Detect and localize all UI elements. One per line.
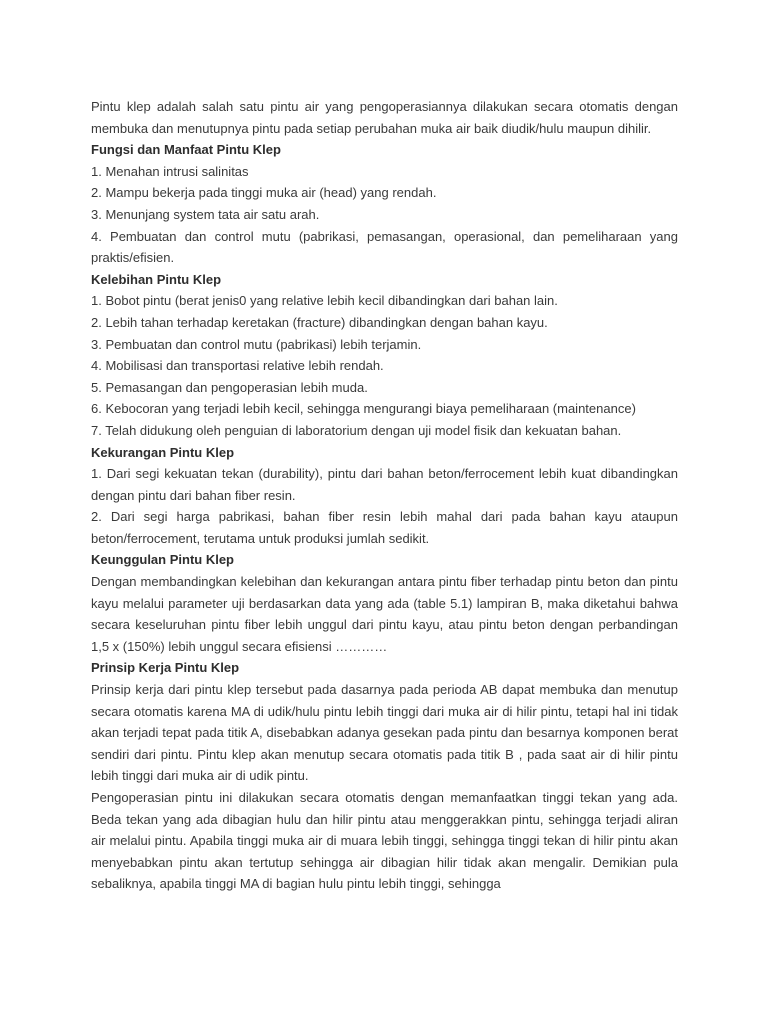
list-item: 4. Mobilisasi dan transportasi relative lebih rendah. <box>91 358 384 374</box>
prinsip-paragraph-2: Pengoperasian pintu ini dilakukan secara otomatis dengan memanfaatkan tinggi tekan yang ada. Beda tekan yang ada dibagian hulu dan hilir pintu atau menggerakkan pintu, sehingga terjadi aliran air melalui pintu. Apabila tinggi muka air di muara lebih tinggi, sehingga tinggi tekan di hilir pintu akan menyebabkan pintu akan tertutup sehingga air dibagian hilir tidak akan mengalir. Demikian pula sebaliknya, apabila tinggi MA di bagian hulu pintu lebih tinggi, sehingga <box>91 790 678 892</box>
heading-kelebihan: Kelebihan Pintu Klep <box>91 271 222 287</box>
list-item: 2. Lebih tahan terhadap keretakan (fracture) dibandingkan dengan bahan kayu. <box>91 314 548 330</box>
heading-prinsip: Prinsip Kerja Pintu Klep <box>91 660 240 676</box>
prinsip-paragraph-1: Prinsip kerja dari pintu klep tersebut pada dasarnya pada perioda AB dapat membuka dan menutup secara otomatis karena MA di udik/hulu pintu lebih tinggi dari muka air di hilir pintu, tetapi hal ini tidak akan terjadi tepat pada titik A, disebabkan adanya gesekan pada pintu dan besarnya komponen berat sendiri dari pintu. Pintu klep akan menutup secara otomatis pada titik B , pada saat air di hilir pintu lebih tinggi dari muka air di udik pintu. <box>91 682 678 784</box>
heading-fungsi: Fungsi dan Manfaat Pintu Klep <box>91 142 281 158</box>
list-item: 4. Pembuatan dan control mutu (pabrikasi, pemasangan, operasional, dan pemeliharaan yang praktis/efisien. <box>91 228 678 266</box>
list-item: 2. Mampu bekerja pada tinggi muka air (head) yang rendah. <box>91 185 437 201</box>
list-item: 1. Bobot pintu (berat jenis0 yang relative lebih kecil dibandingkan dari bahan lain. <box>91 293 558 309</box>
list-item: 1. Dari segi kekuatan tekan (durability), pintu dari bahan beton/ferrocement lebih kuat dibandingkan dengan pintu dari bahan fiber resin. <box>91 466 678 503</box>
list-item: 5. Pemasangan dan pengoperasian lebih muda. <box>91 379 368 395</box>
keunggulan-paragraph: Dengan membandingkan kelebihan dan kekurangan antara pintu fiber terhadap pintu beton dan pintu kayu melalui parameter uji berdasarkan data yang ada (table 5.1) lampiran B, maka diketahui bahwa secara keseluruhan pintu fiber lebih unggul dari pintu kayu, atau pintu beton dengan perbandingan 1,5 x (150%) lebih unggul secara efisiensi ………… <box>91 574 678 654</box>
intro-paragraph: Pintu klep adalah salah satu pintu air yang pengoperasiannya dilakukan secara otomatis dengan membuka dan menutupnya pintu pada setiap perubahan muka air baik diudik/hulu maupun dihilir. <box>91 99 678 136</box>
heading-keunggulan: Keunggulan Pintu Klep <box>91 552 234 568</box>
list-item: 7. Telah didukung oleh penguian di laboratorium dengan uji model fisik dan kekuatan bahan. <box>91 422 622 438</box>
list-item: 3. Pembuatan dan control mutu (pabrikasi) lebih terjamin. <box>91 336 422 352</box>
list-item: 3. Menunjang system tata air satu arah. <box>91 206 320 222</box>
list-item: 1. Menahan intrusi salinitas <box>91 163 249 179</box>
list-item: 2. Dari segi harga pabrikasi, bahan fiber resin lebih mahal dari pada bahan kayu ataupun beton/ferrocement, terutama untuk produksi jumlah sedikit. <box>91 509 678 546</box>
heading-kekurangan: Kekurangan Pintu Klep <box>91 444 235 460</box>
list-item: 6. Kebocoran yang terjadi lebih kecil, sehingga mengurangi biaya pemeliharaan (maintenance) <box>91 401 636 417</box>
